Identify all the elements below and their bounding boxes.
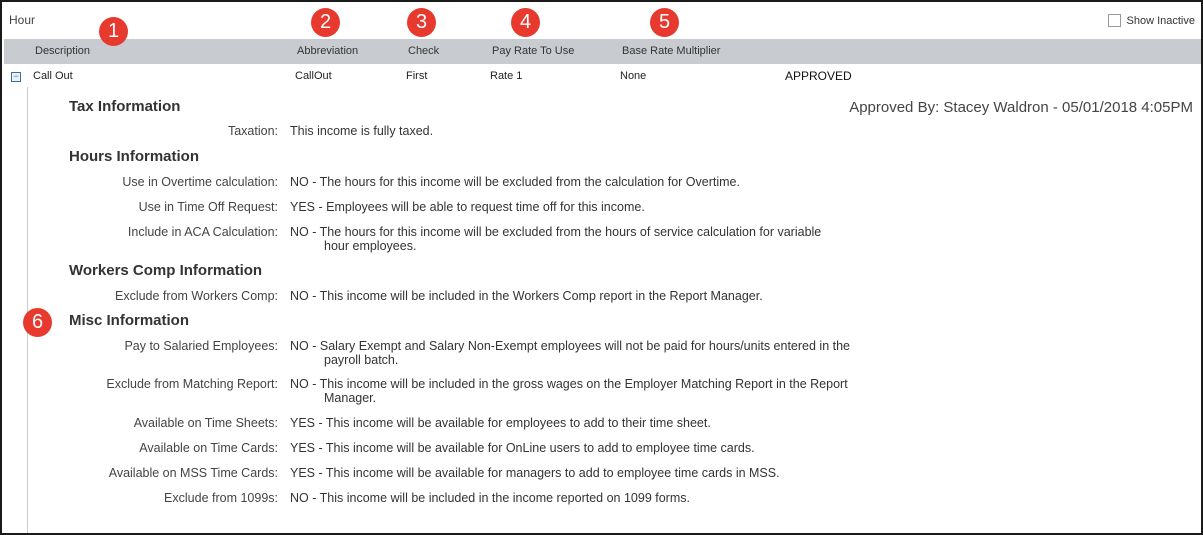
value-salaried-line2: payroll batch.	[324, 353, 399, 367]
label-overtime: Use in Overtime calculation:	[122, 175, 278, 189]
show-inactive-checkbox[interactable]	[1108, 14, 1121, 27]
callout-badge-5: 5	[650, 8, 679, 37]
panel-title: Hour	[9, 13, 36, 27]
row-description: Call Out	[33, 70, 73, 82]
section-misc: Misc Information	[69, 312, 190, 329]
collapse-row-icon[interactable]: −	[11, 72, 21, 82]
label-workers-comp: Exclude from Workers Comp:	[114, 289, 278, 303]
col-abbreviation[interactable]: Abbreviation	[297, 45, 359, 57]
col-check[interactable]: Check	[408, 45, 440, 57]
row-multiplier: None	[620, 70, 647, 82]
label-matching: Exclude from Matching Report:	[106, 377, 278, 391]
row-check: First	[406, 70, 428, 82]
value-workers-comp: NO - This income will be included in the Workers Comp report in the Report Manager.	[290, 289, 763, 303]
label-1099s: Exclude from 1099s:	[164, 491, 278, 505]
row-abbreviation: CallOut	[295, 70, 332, 82]
label-timeoff: Use in Time Off Request:	[138, 200, 278, 214]
value-timeoff: YES - Employees will be able to request time off for this income.	[290, 200, 645, 214]
show-inactive-label: Show Inactive	[1126, 14, 1195, 27]
col-description[interactable]: Description	[35, 45, 91, 57]
callout-badge-6: 6	[23, 308, 52, 337]
label-aca: Include in ACA Calculation:	[127, 225, 278, 239]
value-1099s: NO - This income will be included in the income reported on 1099 forms.	[290, 491, 690, 505]
section-hours: Hours Information	[69, 148, 199, 165]
section-workers-comp: Workers Comp Information	[69, 262, 263, 279]
callout-badge-3: 3	[407, 8, 436, 37]
show-inactive-toggle[interactable]	[1108, 14, 1195, 27]
value-salaried	[290, 339, 900, 367]
callout-badge-1: 1	[99, 17, 128, 46]
value-aca-line1: NO - The hours for this income will be excluded from the hours of service calculation for variable	[290, 225, 822, 239]
approved-by: Approved By: Stacey Waldron - 05/01/2018 4:05PM	[849, 99, 1193, 116]
value-time-sheets: YES - This income will be available for employees to add to their time sheet.	[290, 416, 711, 430]
callout-badge-2: 2	[311, 8, 340, 37]
value-matching-line1: NO - This income will be included in the gross wages on the Employer Matching Report in the Report	[290, 377, 848, 391]
value-overtime: NO - The hours for this income will be excluded from the calculation for Overtime.	[290, 175, 740, 189]
callout-badge-4: 4	[511, 8, 540, 37]
col-base-rate-multiplier[interactable]: Base Rate Multiplier	[622, 45, 721, 57]
label-mss-time-cards: Available on MSS Time Cards:	[108, 466, 278, 480]
label-salaried: Pay to Salaried Employees:	[124, 339, 278, 353]
row-pay-rate: Rate 1	[490, 70, 523, 82]
value-mss-time-cards: YES - This income will be available for managers to add to employee time cards in MSS.	[290, 466, 780, 480]
value-aca	[290, 225, 900, 253]
label-time-cards: Available on Time Cards:	[139, 441, 278, 455]
label-taxation: Taxation:	[227, 124, 278, 138]
table-header	[4, 39, 1201, 64]
value-salaried-line1: NO - Salary Exempt and Salary Non-Exempt employees will not be paid for hours/units entered in the	[290, 339, 850, 353]
value-aca-line2: hour employees.	[324, 239, 417, 253]
status-badge: APPROVED	[785, 69, 852, 83]
value-taxation: This income is fully taxed.	[290, 124, 434, 138]
value-matching-line2: Manager.	[324, 391, 377, 405]
value-time-cards: YES - This income will be available for OnLine users to add to employee time cards.	[290, 441, 755, 455]
value-matching	[290, 377, 900, 405]
label-time-sheets: Available on Time Sheets:	[133, 416, 278, 430]
col-pay-rate[interactable]: Pay Rate To Use	[492, 45, 575, 57]
section-tax: Tax Information	[69, 98, 181, 115]
